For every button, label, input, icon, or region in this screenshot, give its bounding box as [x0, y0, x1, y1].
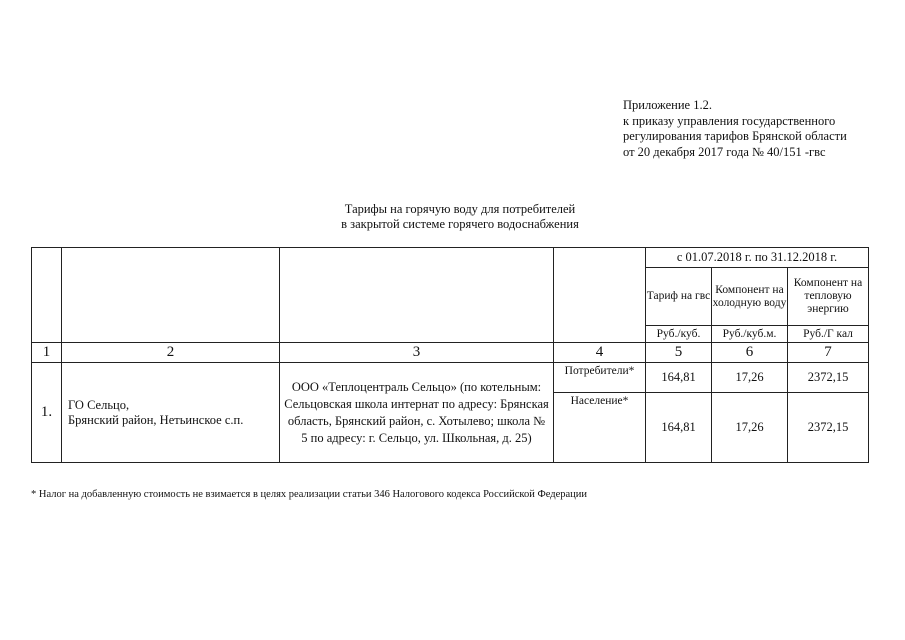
- document-title: [300, 202, 620, 231]
- column-number: 7: [788, 343, 869, 363]
- period-header: с 01.07.2018 г. по 31.12.2018 г.: [646, 248, 869, 268]
- appendix-block: [623, 98, 847, 160]
- header-tariff: Тариф на гвс: [646, 268, 712, 326]
- municipality-line: Брянский район, Нетьинское с.п.: [68, 412, 244, 427]
- column-number: 1: [32, 343, 62, 363]
- tariff-table: [31, 247, 869, 463]
- column-number: 4: [554, 343, 646, 363]
- title-line: Тарифы на горячую воду для потребителей: [344, 202, 576, 216]
- cell-tariff: 164,81: [646, 363, 712, 393]
- footnote: * Налог на добавленную стоимость не взимается в целях реализации статьи 346 Налогового кодекса Российской Федерации: [31, 489, 588, 500]
- group-label-consumers: Потребители*: [554, 363, 646, 393]
- header-blank-cell: [554, 248, 646, 343]
- unit-cold-water: Руб./куб.м.: [712, 326, 788, 343]
- group-label-population: Население*: [554, 393, 646, 463]
- row-index: 1.: [32, 363, 62, 463]
- header-heat: Компонент на тепловую энергию: [788, 268, 869, 326]
- appendix-line: Приложение 1.2.: [623, 98, 712, 112]
- header-blank-cell: [62, 248, 280, 343]
- column-number: 3: [280, 343, 554, 363]
- title-line: в закрытой системе горячего водоснабжения: [341, 216, 579, 231]
- column-number: 2: [62, 343, 280, 363]
- unit-heat: Руб./Г кал: [788, 326, 869, 343]
- appendix-line: от 20 декабря 2017 года № 40/151 -гвс: [623, 144, 826, 159]
- cell-heat: 2372,15: [788, 363, 869, 393]
- municipality-cell: [62, 363, 280, 463]
- cell-heat: 2372,15: [788, 393, 869, 463]
- organization-cell: ООО «Теплоцентраль Сельцо» (по котельным: Сельцовская школа интернат по адресу: Брянская область, Брянский район, с. Хотылево; школа № 5 по адресу: г. Сельцо, ул. Школьная, д. 25): [280, 363, 554, 463]
- cell-cold-water: 17,26: [712, 363, 788, 393]
- appendix-line: регулирования тарифов Брянской области: [623, 129, 847, 143]
- header-cold-water: Компонент на холодную воду: [712, 268, 788, 326]
- header-blank-cell: [280, 248, 554, 343]
- column-number: 5: [646, 343, 712, 363]
- cell-tariff: 164,81: [646, 393, 712, 463]
- unit-tariff: Руб./куб.: [646, 326, 712, 343]
- header-blank-cell: [32, 248, 62, 343]
- cell-cold-water: 17,26: [712, 393, 788, 463]
- municipality-line: ГО Сельцо,: [68, 397, 130, 412]
- column-number: 6: [712, 343, 788, 363]
- appendix-line: к приказу управления государственного: [623, 113, 836, 128]
